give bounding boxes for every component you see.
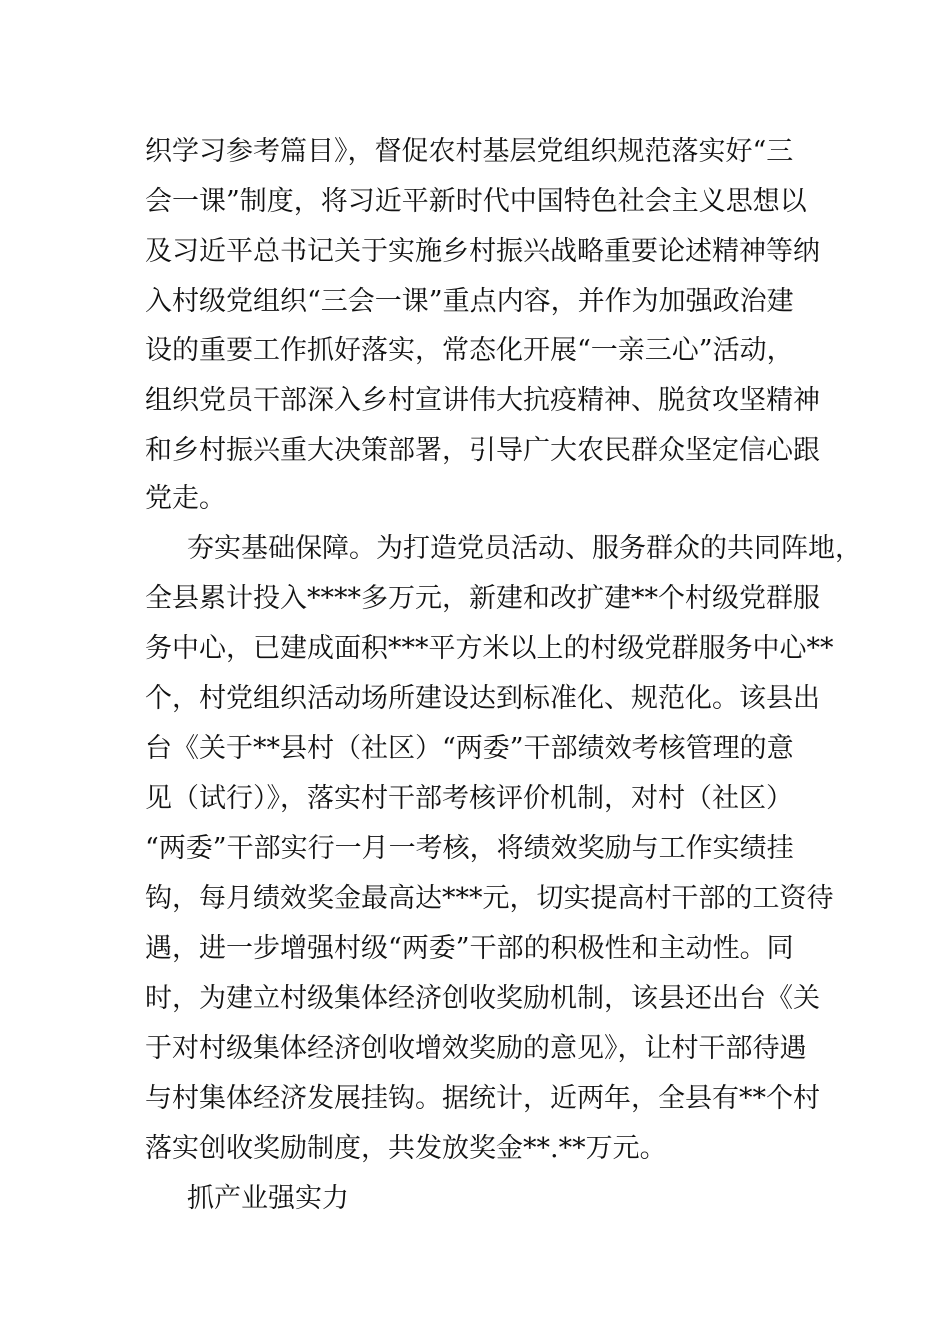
text-line: 与村集体经济发展挂钩。据统计，近两年，全县有**个村 (145, 1083, 820, 1114)
text-line: 落实创收奖励制度，共发放奖金**.**万元。 (145, 1133, 667, 1164)
text-line: 党走。 (145, 483, 226, 514)
text-line: 于对村级集体经济创收增效奖励的意见》，让村干部待遇 (145, 1033, 807, 1064)
text-line: 织学习参考篇目》，督促农村基层党组织规范落实好“三 (145, 136, 794, 167)
text-line: 及习近平总书记关于实施乡村振兴战略重要论述精神等纳 (145, 236, 820, 267)
text-line: 入村级党组织“三会一课”重点内容，并作为加强政治建 (145, 286, 794, 317)
text-line: 见（试行）》，落实村干部考核评价机制，对村（社区） (145, 783, 793, 814)
text-line: 务中心，已建成面积***平方米以上的村级党群服务中心** (145, 633, 834, 664)
paragraph-start-line: 夯实基础保障。为打造党员活动、服务群众的共同阵地， (187, 533, 862, 564)
text-line: 遇，进一步增强村级“两委”干部的积极性和主动性。同 (145, 933, 794, 964)
text-line: 个，村党组织活动场所建设达到标准化、规范化。该县出 (145, 683, 820, 714)
text-line: “两委”干部实行一月一考核，将绩效奖励与工作实绩挂 (145, 833, 794, 864)
text-line: 会一课”制度，将习近平新时代中国特色社会主义思想以 (145, 186, 807, 217)
text-line: 和乡村振兴重大决策部署，引导广大农民群众坚定信心跟 (145, 435, 820, 466)
text-line: 时，为建立村级集体经济创收奖励机制，该县还出台《关 (145, 983, 820, 1014)
text-line: 组织党员干部深入乡村宣讲伟大抗疫精神、脱贫攻坚精神 (145, 385, 820, 416)
text-line: 设的重要工作抓好落实，常态化开展“一亲三心”活动， (145, 335, 794, 366)
text-line: 钩，每月绩效奖金最高达***元，切实提高村干部的工资待 (145, 883, 834, 914)
text-line: 全县累计投入****多万元，新建和改扩建**个村级党群服 (145, 583, 820, 614)
section-heading: 抓产业强实力 (187, 1183, 349, 1214)
text-line: 台《关于**县村（社区）“两委”干部绩效考核管理的意 (145, 733, 794, 764)
